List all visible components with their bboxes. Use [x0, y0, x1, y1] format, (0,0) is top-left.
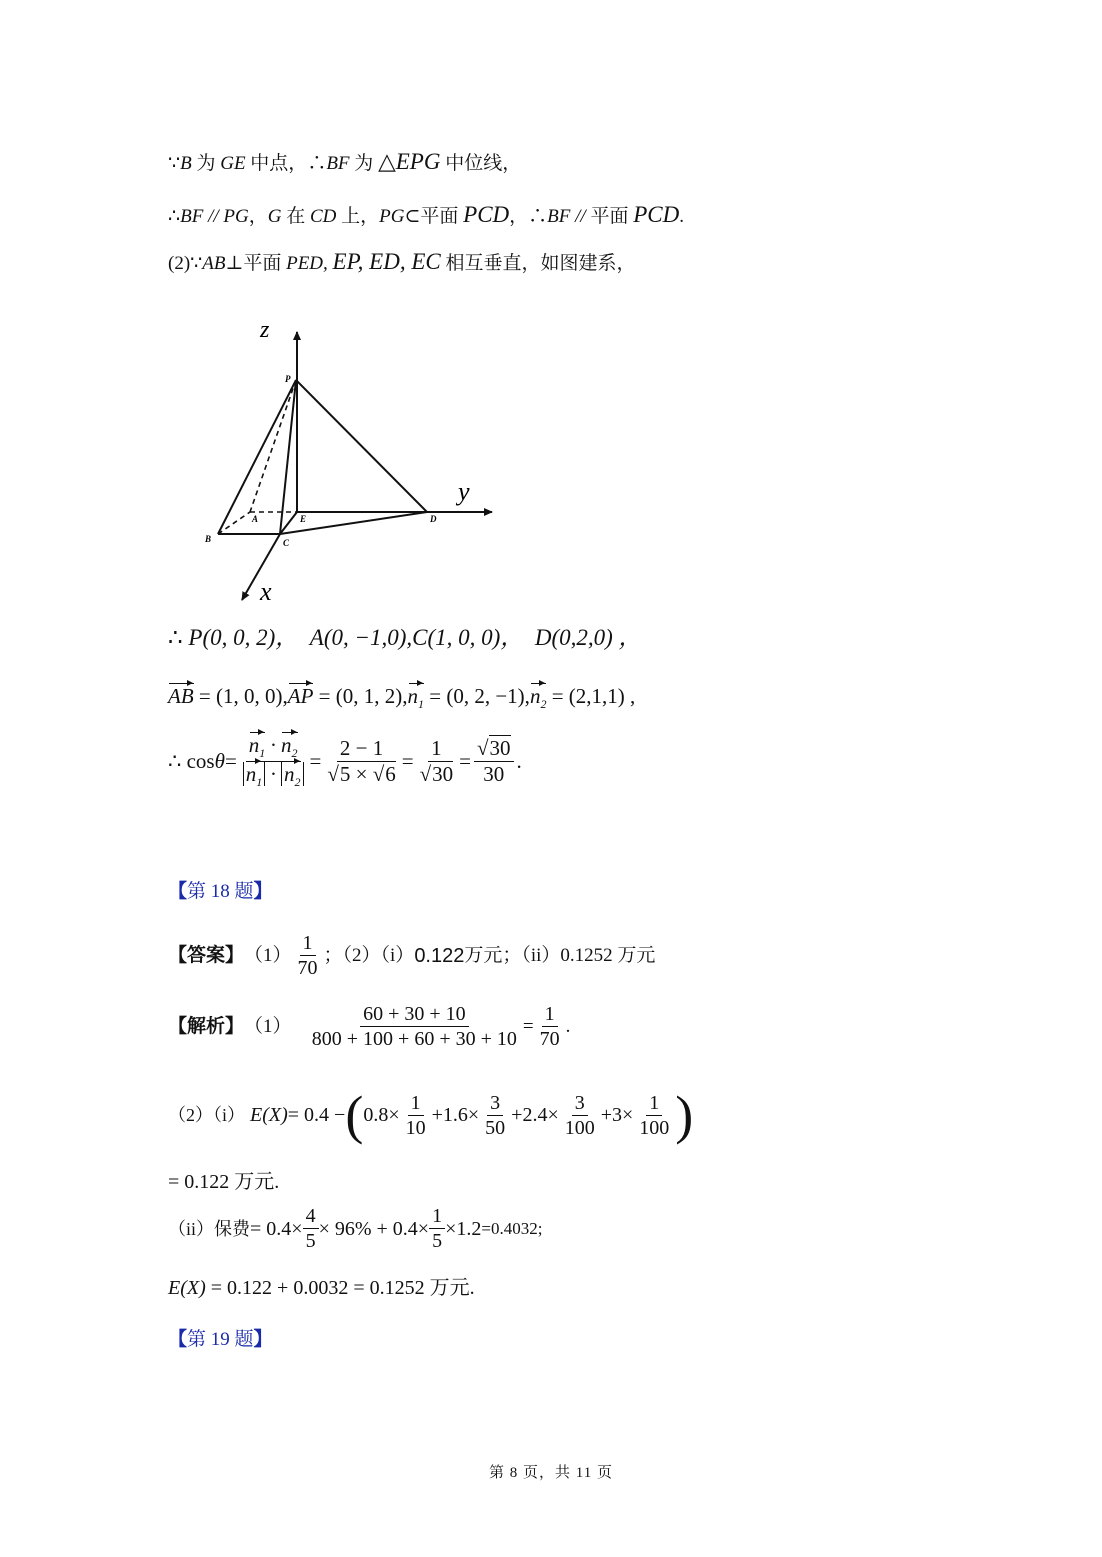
equals: =: [522, 1016, 534, 1037]
because-symbol: ∵: [168, 153, 181, 174]
answer-value: 0.122: [414, 944, 465, 967]
plane-ped: PED,: [286, 253, 328, 274]
denominator: $n_1 \cdot n_2$: [240, 762, 307, 788]
denominator: 800 + 100 + 60 + 30 + 10: [311, 1028, 517, 1050]
result-text: = 0.122 + 0.0032 = 0.1252 万元.: [205, 1277, 475, 1299]
segment-ge: GE: [220, 153, 246, 174]
text: 万元；（ii）0.1252 万元: [464, 945, 656, 966]
coord-d: D(0,2,0) ，: [534, 625, 642, 650]
term-fraction: [403, 1093, 429, 1138]
bracket-open: 【: [168, 881, 188, 902]
segment-pg: PG: [379, 206, 405, 227]
axis-label-x: x: [260, 577, 272, 606]
vector-ap: AP: [287, 684, 314, 708]
radicand: 30: [432, 762, 454, 787]
denominator: √30: [419, 762, 454, 787]
segment-pg: PG: [223, 206, 249, 227]
radicand: 6: [385, 762, 396, 787]
therefore-symbol: ∴: [168, 625, 189, 650]
text: ，: [248, 206, 268, 227]
text: 中位线，: [440, 153, 522, 174]
numerator: 1: [429, 1206, 445, 1229]
term-fraction: [562, 1093, 598, 1138]
question-18-heading: [168, 882, 273, 901]
coord-p: P(0, 0, 2)，: [188, 625, 299, 650]
coord-a: A(0, −1,0),: [309, 625, 413, 650]
plane-pcd: PCD: [463, 202, 510, 227]
vector-n1-value: = (0, 2, −1),: [424, 684, 530, 708]
part-label: （2）（i）: [168, 1105, 246, 1125]
point-label-b: B: [205, 534, 212, 544]
text: 平面: [590, 206, 634, 227]
answer-label: 【答案】: [168, 945, 245, 966]
segment-cd: CD: [309, 206, 337, 227]
bracket-close: 】: [253, 1329, 273, 1350]
numerator: 1: [542, 1004, 558, 1027]
text: ；（2）（i）: [323, 945, 415, 966]
radicand: 5: [339, 762, 351, 787]
coord-c: C(1, 0, 0)，: [412, 625, 524, 650]
n-symbol: n: [529, 684, 541, 708]
vector-ab-value: = (1, 0, 0),: [193, 684, 288, 708]
result-text: = 0.122 万元.: [168, 1171, 280, 1193]
page-footer: 第 8 页，共 11 页: [489, 1465, 613, 1481]
denominator: 100: [639, 1116, 670, 1139]
part-label: （ii）保费: [168, 1218, 251, 1239]
vector-ab: AB: [168, 684, 194, 708]
term-coef: +3×: [600, 1104, 634, 1126]
point-g: G: [267, 206, 282, 227]
therefore-symbol: ∴: [168, 206, 181, 227]
cosine-line: ∴ cos θ = $\frac{n_1 \cdot n_2}{n_1 \cdot n_2}$ = $\frac{2 - 1}{√5 \times √6}$ = $\frac{1}{√30}$ = $\frac{√30}{30}$ .: [168, 733, 522, 790]
part-label: （1）: [244, 945, 292, 966]
term-coef: +1.6×: [431, 1104, 480, 1126]
vector-n2: [530, 686, 547, 710]
vector-ap-value: = (0, 1, 2),: [313, 684, 408, 708]
proof-line-2: [168, 203, 684, 226]
point-b: B: [180, 153, 192, 174]
segment-bf: BF: [547, 206, 571, 227]
term-fraction: [636, 1093, 672, 1138]
coordinates-line: [168, 626, 642, 649]
proof-line-1: [168, 150, 521, 173]
term-coef: 0.8×: [363, 1104, 400, 1126]
denominator: 70: [539, 1028, 560, 1050]
question-19-heading: [168, 1330, 273, 1349]
point-label-p: P: [285, 374, 291, 384]
analysis-line: [168, 1004, 570, 1049]
point-label-c: C: [283, 538, 290, 548]
part-label: （1）: [244, 1016, 292, 1037]
cos-label: ∴ cos: [168, 749, 215, 774]
period: .: [516, 749, 522, 774]
perpendicular-plane: ⊥平面: [225, 253, 287, 274]
vector-n1: [408, 686, 425, 710]
subscript: 2: [540, 697, 547, 712]
text: .: [679, 206, 684, 227]
heading-text: 第 19 题: [187, 1329, 254, 1350]
text: 在: [281, 206, 310, 227]
part-2ii-line: [168, 1206, 542, 1251]
paren-open: (: [345, 1085, 364, 1145]
final-expectation-line: [168, 1278, 475, 1298]
denominator: 5: [432, 1230, 443, 1252]
plane-pcd: PCD: [633, 202, 680, 227]
text: 为: [349, 153, 379, 174]
equals: = 0.4 −: [287, 1104, 346, 1126]
denominator: 30: [483, 762, 505, 787]
pyramid-coordinate-figure: [190, 310, 510, 610]
bracket-open: 【: [168, 1329, 188, 1350]
cos-fraction-3: [417, 738, 457, 785]
parallel-symbol: //: [570, 206, 591, 227]
equals: =: [224, 749, 237, 774]
proof-line-3: [168, 250, 635, 273]
answer-line: [168, 933, 655, 978]
text: ×1.2: [445, 1217, 482, 1240]
parallel-symbol: //: [203, 206, 224, 227]
numerator: 2 − 1: [337, 738, 386, 762]
n-symbol: n: [407, 684, 418, 708]
part-2i-line: [168, 1085, 694, 1145]
numerator: 1: [300, 933, 316, 956]
expectation: E(X): [250, 1104, 288, 1126]
segment-bf: BF: [180, 206, 204, 227]
denominator: √5 × √6: [327, 762, 396, 787]
vectors-line: [168, 686, 635, 710]
point-label-d: D: [430, 514, 437, 524]
premium-fraction-1: [303, 1206, 319, 1251]
cos-fraction-1: [240, 735, 307, 788]
numerator: 3: [487, 1093, 503, 1116]
radicand: 30: [489, 736, 511, 761]
point-label-e: E: [300, 514, 307, 524]
text: 为: [191, 153, 221, 174]
segment-bf: BF: [326, 153, 350, 174]
because-symbol: ∵: [190, 253, 203, 274]
text: = 0.4×: [250, 1217, 303, 1240]
axis-label-z: z: [260, 317, 270, 343]
cos-fraction-4: [474, 738, 514, 785]
vector-n2-value: = (2,1,1) ,: [546, 684, 636, 708]
text: 上，: [336, 206, 380, 227]
times: ×: [350, 762, 373, 787]
denominator: 70: [297, 957, 318, 979]
triangle-epg: △EPG: [378, 149, 441, 174]
cos-fraction-2: [324, 738, 398, 785]
analysis-fraction: [309, 1004, 520, 1049]
text: × 96% + 0.4×: [318, 1217, 430, 1240]
bracket-close: 】: [253, 881, 273, 902]
numerator: 1: [428, 738, 445, 762]
heading-text: 第 18 题: [187, 881, 254, 902]
expectation: E(X): [168, 1277, 206, 1299]
denominator: 50: [485, 1116, 506, 1139]
subscript: 1: [418, 697, 424, 712]
numerator: 4: [303, 1206, 319, 1229]
segment-ab: AB: [202, 253, 226, 274]
analysis-label: 【解析】: [168, 1016, 245, 1037]
term-fraction: [482, 1093, 508, 1138]
text: 相互垂直，如图建系，: [440, 253, 636, 274]
numerator: 60 + 30 + 10: [360, 1004, 469, 1027]
denominator: 5: [305, 1230, 316, 1252]
result-text: =0.4032;: [481, 1219, 543, 1238]
numerator: 3: [572, 1093, 588, 1116]
subset-plane: ⊂平面: [404, 206, 464, 227]
denominator: 100: [564, 1116, 595, 1139]
period: .: [565, 1016, 571, 1037]
theta: θ: [214, 749, 225, 774]
numerator: 1: [408, 1093, 424, 1116]
numerator: $n_1 \cdot n_2$: [246, 735, 301, 762]
answer-fraction: [295, 933, 321, 978]
axis-label-y: y: [458, 477, 470, 506]
premium-fraction-2: [429, 1206, 445, 1251]
denominator: 10: [405, 1116, 426, 1139]
point-label-a: A: [252, 514, 259, 524]
numerator: √30: [474, 738, 514, 762]
perpendicular-lines: EP, ED, EC: [332, 249, 441, 274]
analysis-result-fraction: [537, 1004, 563, 1049]
part-label: (2): [168, 253, 191, 274]
therefore-symbol: ∴: [307, 153, 327, 174]
part-2i-result: [168, 1172, 279, 1192]
term-coef: +2.4×: [511, 1104, 559, 1126]
paren-close: ): [675, 1085, 694, 1145]
text: 中点，: [245, 153, 308, 174]
text: ，∴: [509, 206, 548, 227]
numerator: 1: [646, 1093, 662, 1116]
